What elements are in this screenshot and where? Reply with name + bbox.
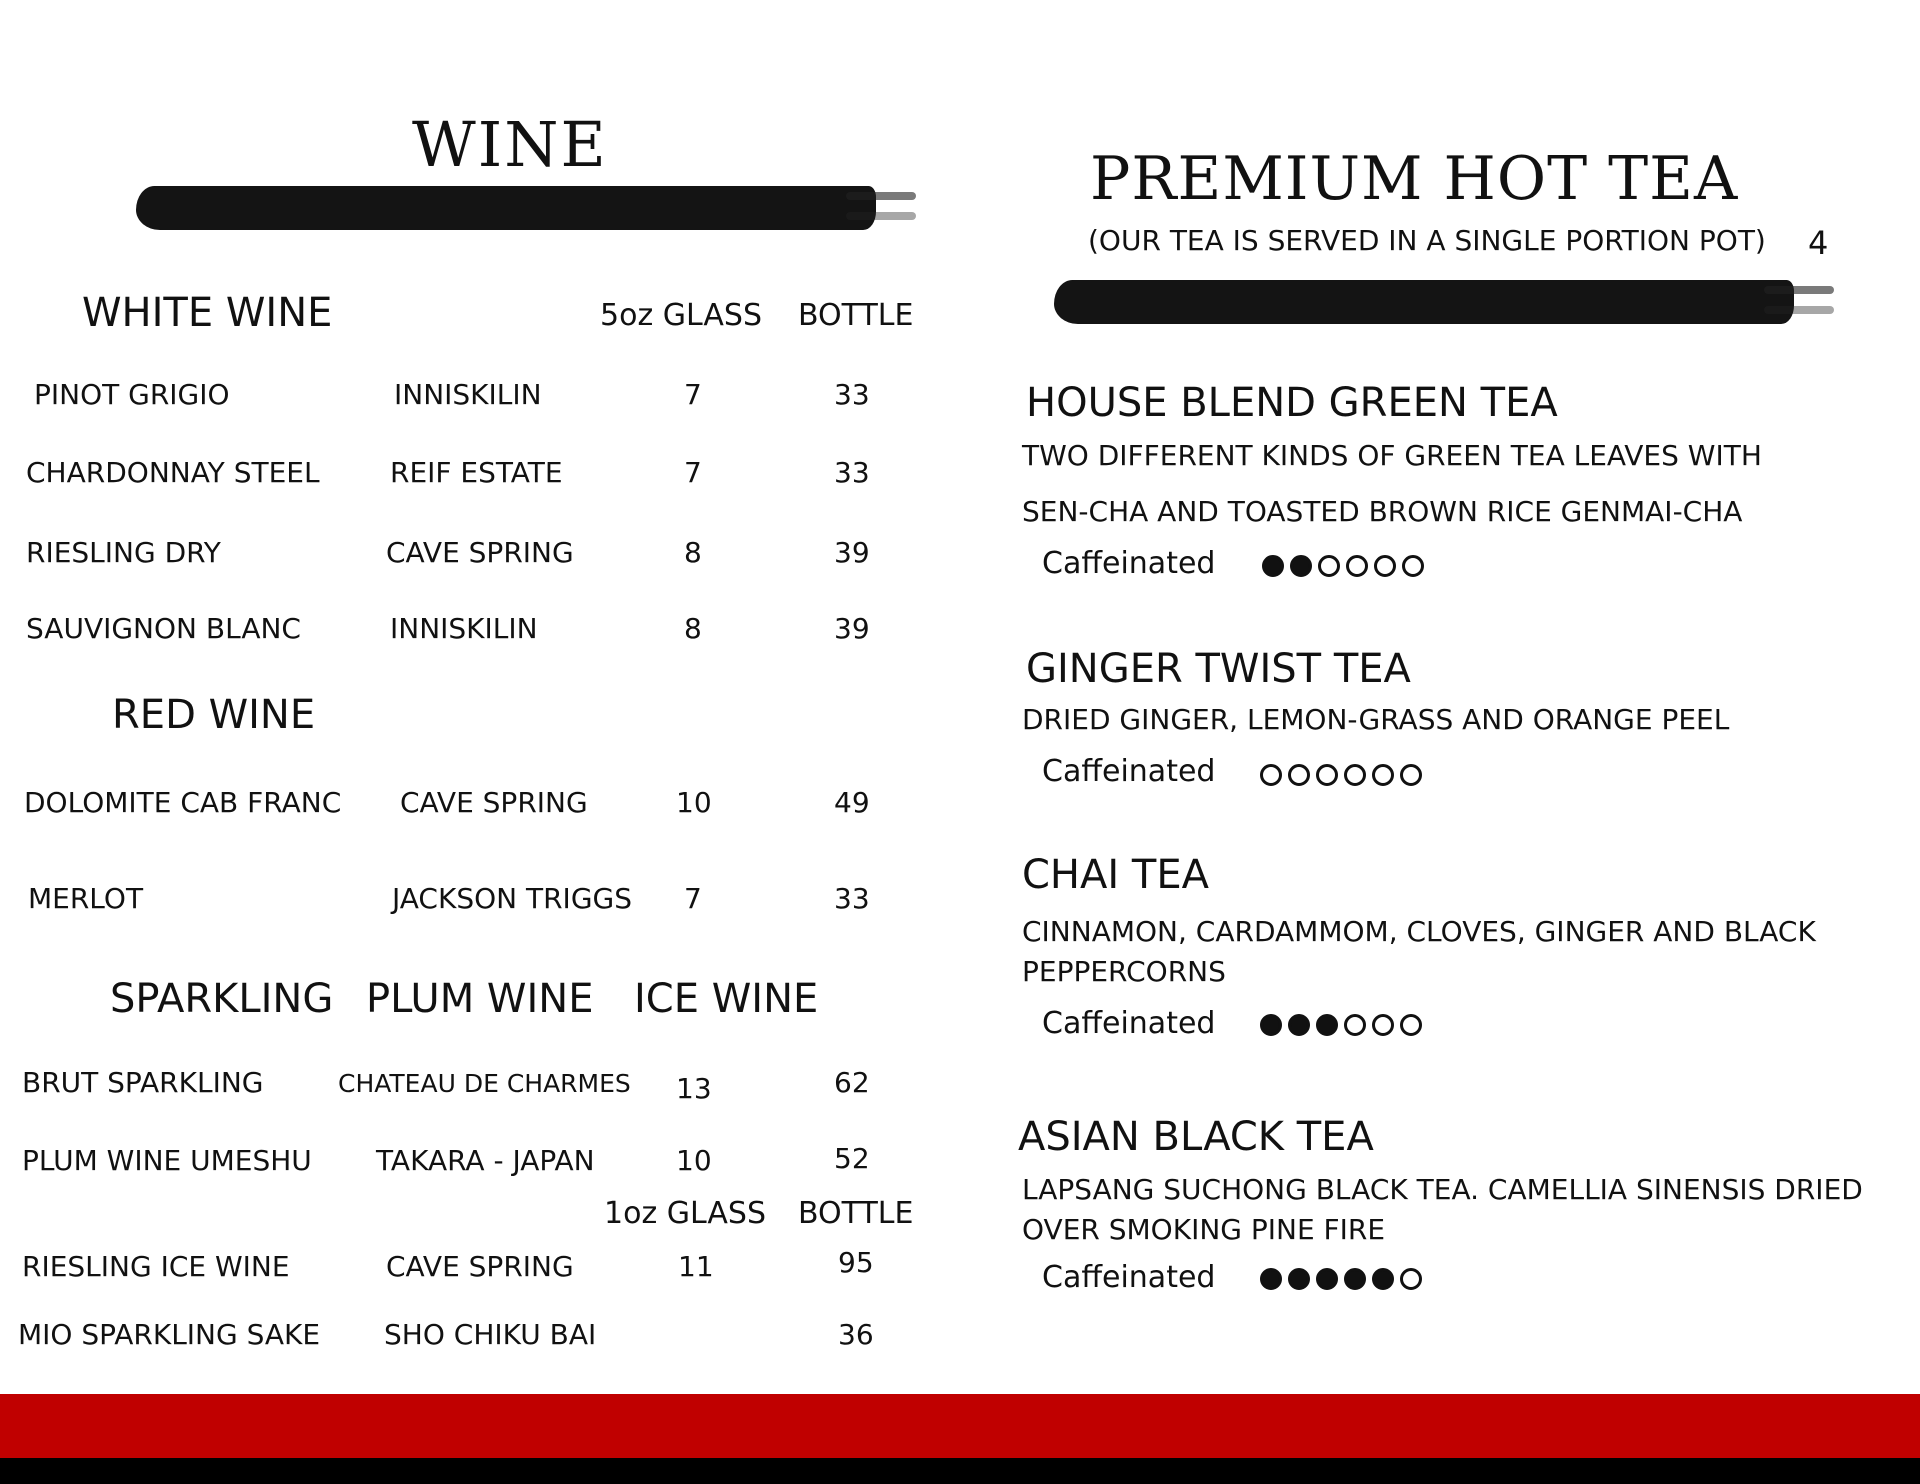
filled-dot-icon (1316, 1268, 1338, 1290)
wine-row (0, 612, 940, 652)
tea-description: DRIED GINGER, LEMON-GRASS AND ORANGE PEEL (1022, 703, 1730, 736)
wine-glass-price: 7 (684, 456, 702, 489)
empty-dot-icon (1402, 555, 1424, 577)
filled-dot-icon (1316, 1014, 1338, 1036)
empty-dot-icon (1374, 555, 1396, 577)
wine-row (0, 882, 940, 922)
wine-producer: CAVE SPRING (400, 786, 588, 819)
tea-brush-stroke (1054, 280, 1794, 324)
wine-producer: INNISKILIN (390, 612, 538, 645)
wine-name: RIESLING DRY (26, 536, 221, 569)
caffeine-rating (1260, 1014, 1422, 1036)
wine-bottle-price: 49 (834, 786, 870, 819)
caffeine-label: Caffeinated (1042, 754, 1216, 789)
empty-dot-icon (1316, 764, 1338, 786)
tea-description: TWO DIFFERENT KINDS OF GREEN TEA LEAVES WITH (1022, 439, 1762, 472)
wine-bottle-price: 33 (834, 456, 870, 489)
wine-name: SAUVIGNON BLANC (26, 612, 301, 645)
tea-description: SEN-CHA AND TOASTED BROWN RICE GENMAI-CHA (1022, 495, 1743, 528)
tea-description: LAPSANG SUCHONG BLACK TEA. CAMELLIA SINENSIS DRIED (1022, 1173, 1863, 1206)
empty-dot-icon (1400, 764, 1422, 786)
empty-dot-icon (1318, 555, 1340, 577)
wine-name: DOLOMITE CAB FRANC (24, 786, 342, 819)
caffeine-rating (1262, 555, 1424, 577)
plum-wine-heading: PLUM WINE (366, 976, 594, 1022)
empty-dot-icon (1260, 764, 1282, 786)
wine-bottle-price: 95 (838, 1246, 874, 1279)
wine-producer: CHATEAU DE CHARMES (338, 1069, 631, 1098)
wine-producer: CAVE SPRING (386, 1250, 574, 1283)
wine-row (0, 456, 940, 496)
tea-name: HOUSE BLEND GREEN TEA (1026, 380, 1558, 426)
wine-bottle-price: 52 (834, 1142, 870, 1175)
empty-dot-icon (1288, 764, 1310, 786)
filled-dot-icon (1288, 1014, 1310, 1036)
wine-title: WINE (412, 108, 608, 181)
tea-name: GINGER TWIST TEA (1026, 646, 1411, 692)
wine-producer: JACKSON TRIGGS (392, 882, 632, 915)
wine-bottle-price: 62 (834, 1066, 870, 1099)
footer-black-bar (0, 1458, 1920, 1484)
wine-row (0, 378, 940, 418)
wine-glass-price: 7 (684, 378, 702, 411)
wine-name: RIESLING ICE WINE (22, 1250, 290, 1283)
white-glass-label: 5oz GLASS (600, 298, 762, 333)
wine-row (0, 536, 940, 576)
empty-dot-icon (1344, 1014, 1366, 1036)
filled-dot-icon (1344, 1268, 1366, 1290)
wine-name: PLUM WINE UMESHU (22, 1144, 312, 1177)
wine-glass-price: 10 (676, 786, 712, 819)
wine-row (0, 1066, 940, 1106)
wine-row (0, 1318, 940, 1358)
tea-subtitle: (OUR TEA IS SERVED IN A SINGLE PORTION POT) (1088, 224, 1766, 257)
wine-bottle-price: 33 (834, 378, 870, 411)
wine-name: BRUT SPARKLING (22, 1066, 264, 1099)
tea-description: PEPPERCORNS (1022, 955, 1226, 988)
tea-name: ASIAN BLACK TEA (1018, 1114, 1374, 1160)
wine-row (0, 786, 940, 826)
tea-title: PREMIUM HOT TEA (1090, 144, 1739, 214)
footer-red-bar (0, 1394, 1920, 1458)
filled-dot-icon (1260, 1014, 1282, 1036)
white-bottle-label: BOTTLE (798, 298, 914, 333)
wine-glass-price: 7 (684, 882, 702, 915)
wine-bottle-price: 36 (838, 1318, 874, 1351)
caffeine-rating (1260, 764, 1422, 786)
filled-dot-icon (1372, 1268, 1394, 1290)
wine-producer: CAVE SPRING (386, 536, 574, 569)
wine-name: PINOT GRIGIO (34, 378, 230, 411)
wine-name: MERLOT (28, 882, 144, 915)
wine-glass-price: 13 (676, 1072, 712, 1105)
empty-dot-icon (1400, 1268, 1422, 1290)
ice-glass-label: 1oz GLASS (604, 1196, 766, 1231)
wine-name: CHARDONNAY STEEL (26, 456, 320, 489)
filled-dot-icon (1290, 555, 1312, 577)
wine-glass-price: 8 (684, 612, 702, 645)
wine-producer: INNISKILIN (394, 378, 542, 411)
empty-dot-icon (1346, 555, 1368, 577)
red-wine-heading: RED WINE (112, 692, 316, 738)
tea-name: CHAI TEA (1022, 852, 1209, 898)
tea-price: 4 (1808, 224, 1829, 262)
empty-dot-icon (1372, 764, 1394, 786)
caffeine-label: Caffeinated (1042, 546, 1216, 581)
wine-glass-price: 11 (678, 1250, 714, 1283)
wine-row (0, 1144, 940, 1184)
wine-glass-price: 8 (684, 536, 702, 569)
wine-row (0, 1246, 940, 1290)
sparkling-heading: SPARKLING (110, 976, 334, 1022)
wine-glass-price: 10 (676, 1144, 712, 1177)
caffeine-label: Caffeinated (1042, 1006, 1216, 1041)
filled-dot-icon (1260, 1268, 1282, 1290)
wine-bottle-price: 39 (834, 612, 870, 645)
empty-dot-icon (1400, 1014, 1422, 1036)
wine-producer: REIF ESTATE (390, 456, 563, 489)
tea-description: OVER SMOKING PINE FIRE (1022, 1213, 1386, 1246)
wine-brush-stroke (136, 186, 876, 230)
empty-dot-icon (1344, 764, 1366, 786)
wine-bottle-price: 39 (834, 536, 870, 569)
filled-dot-icon (1262, 555, 1284, 577)
white-wine-heading: WHITE WINE (82, 290, 333, 336)
empty-dot-icon (1372, 1014, 1394, 1036)
caffeine-label: Caffeinated (1042, 1260, 1216, 1295)
wine-bottle-price: 33 (834, 882, 870, 915)
ice-bottle-label: BOTTLE (798, 1196, 914, 1231)
wine-name: MIO SPARKLING SAKE (18, 1318, 321, 1351)
filled-dot-icon (1288, 1268, 1310, 1290)
caffeine-rating (1260, 1268, 1422, 1290)
ice-wine-heading: ICE WINE (634, 976, 819, 1022)
wine-producer: TAKARA - JAPAN (376, 1144, 595, 1177)
wine-producer: SHO CHIKU BAI (384, 1318, 597, 1351)
tea-description: CINNAMON, CARDAMMOM, CLOVES, GINGER AND BLACK (1022, 915, 1816, 948)
